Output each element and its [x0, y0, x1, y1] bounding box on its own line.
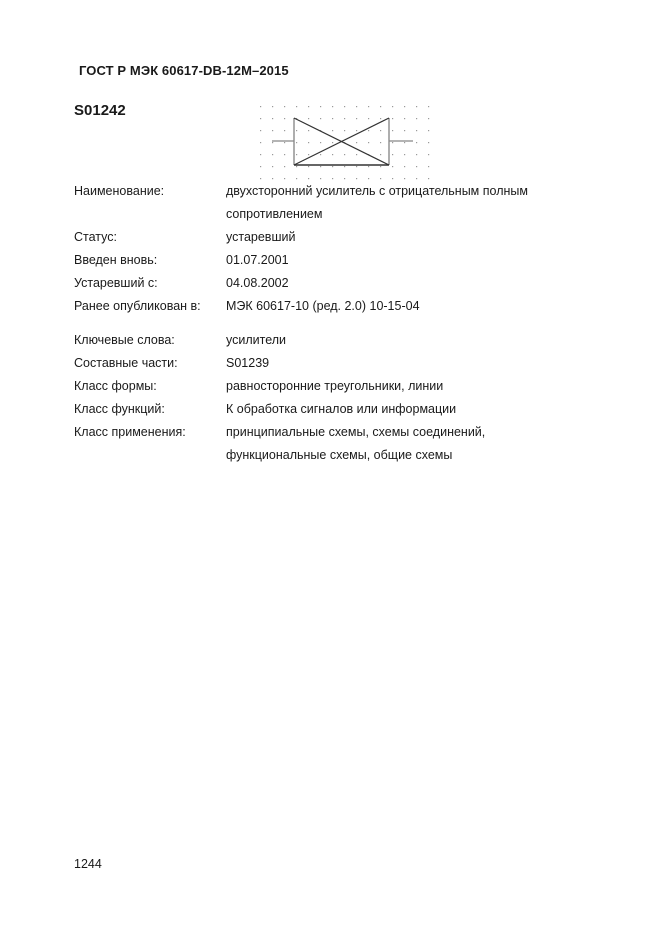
- field-label: Устаревший с:: [74, 276, 158, 290]
- field-function-class: [74, 398, 574, 421]
- field-value: устаревший: [226, 230, 296, 244]
- field-value: S01239: [226, 356, 270, 370]
- symbol-code: S01242: [74, 102, 126, 119]
- page-number: 1244: [74, 857, 102, 871]
- field-label: Ключевые слова:: [74, 333, 175, 347]
- field-value: двухсторонний усилитель с отрицательным полным сопротивлением: [226, 184, 528, 221]
- field-name: [74, 180, 574, 226]
- field-label: Введен вновь:: [74, 253, 158, 267]
- field-label: Составные части:: [74, 356, 178, 370]
- field-value: МЭК 60617-10 (ред. 2.0) 10-15-04: [226, 299, 420, 313]
- field-status: [74, 226, 574, 249]
- field-keywords: [74, 329, 574, 352]
- section-gap: [74, 318, 574, 329]
- field-value: принципиальные схемы, схемы соединений, функциональные схемы, общие схемы: [226, 425, 486, 462]
- field-value: 01.07.2001: [226, 253, 289, 267]
- field-label: Ранее опубликован в:: [74, 299, 201, 313]
- field-label: Класс функций:: [74, 402, 165, 416]
- field-label: Статус:: [74, 230, 117, 244]
- field-components: [74, 352, 574, 375]
- field-application-class: [74, 421, 574, 467]
- field-previously-published: [74, 295, 574, 318]
- field-obsolete-since: [74, 272, 574, 295]
- field-shape-class: [74, 375, 574, 398]
- document-header: ГОСТ Р МЭК 60617-DB-12M–2015: [79, 63, 289, 78]
- field-value: равносторонние треугольники, линии: [226, 379, 444, 393]
- field-value: усилители: [226, 333, 287, 347]
- field-introduced: [74, 249, 574, 272]
- field-value: К обработка сигналов или информации: [226, 402, 457, 416]
- field-value: 04.08.2002: [226, 276, 289, 290]
- field-label: Наименование:: [74, 184, 165, 198]
- field-label: Класс применения:: [74, 425, 186, 439]
- field-label: Класс формы:: [74, 379, 157, 393]
- amplifier-symbol-icon: [256, 100, 431, 182]
- attribute-table: [74, 180, 574, 467]
